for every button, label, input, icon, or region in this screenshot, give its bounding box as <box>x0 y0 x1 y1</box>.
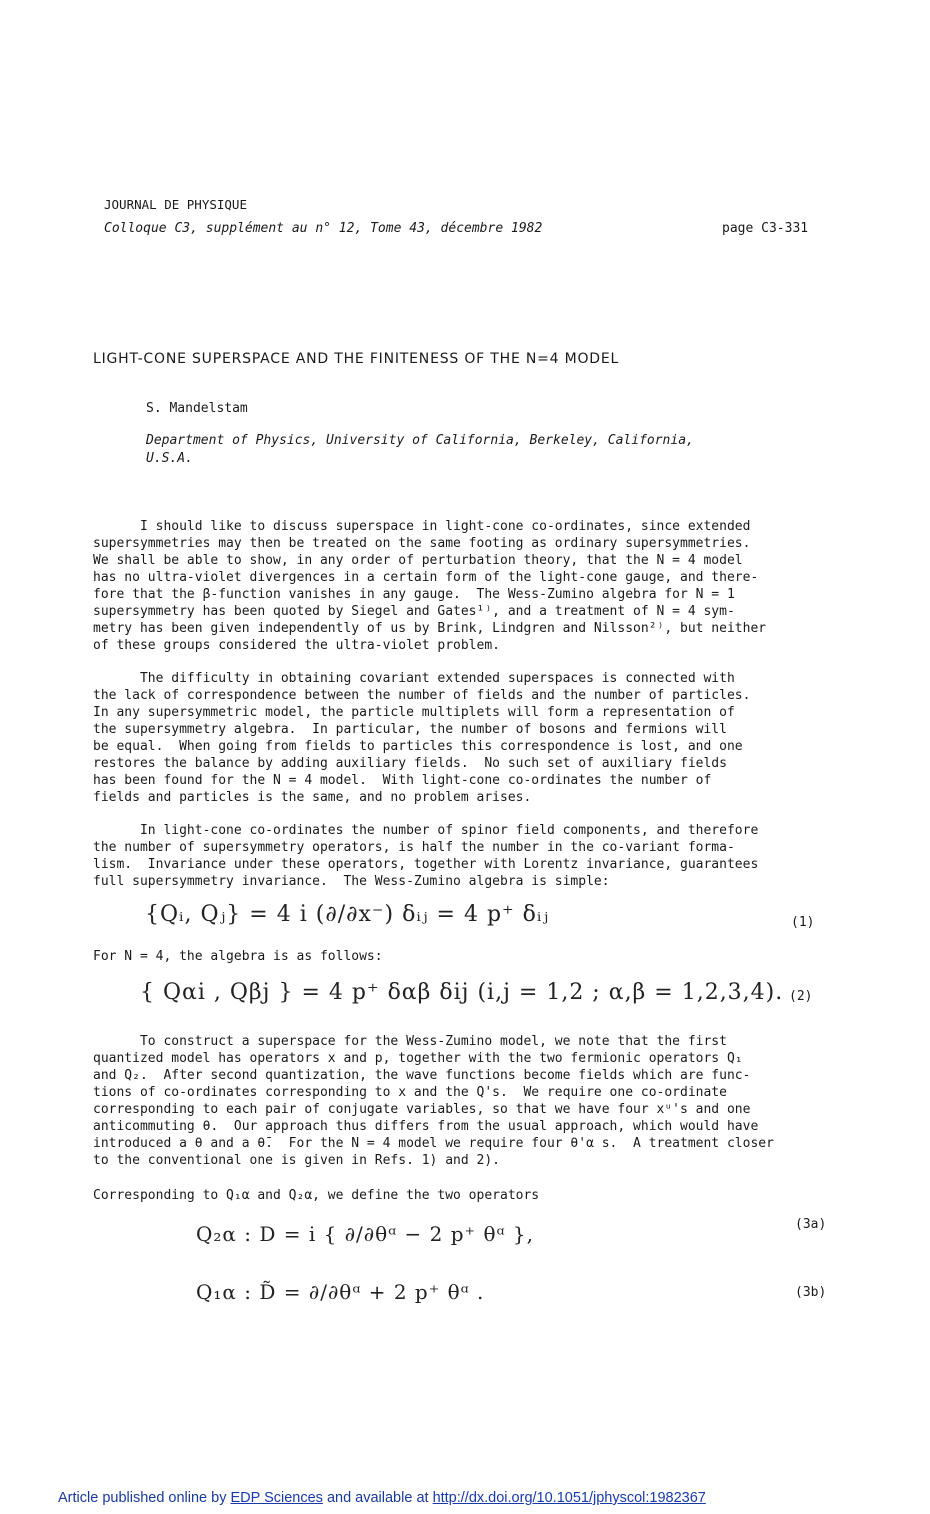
colloque-line: Colloque C3, supplément au n° 12, Tome 43, décembre 1982 <box>104 221 543 236</box>
text-line: full supersymmetry invariance. The Wess-Zumino algebra is simple: <box>93 874 610 889</box>
text-line: In any supersymmetric model, the particle multiplets will form a representation of <box>93 705 735 720</box>
text-line: metry has been given independently of us by Brink, Lindgren and Nilsson²⁾, but neither <box>93 621 767 636</box>
text-line: We shall be able to show, in any order of perturbation theory, that the N = 4 model <box>93 553 743 568</box>
paragraph-intro <box>93 518 853 654</box>
footer-prefix: Article published online by <box>58 1490 227 1506</box>
text-line: supersymmetry has been quoted by Siegel and Gates¹⁾, and a treatment of N = 4 sym- <box>93 604 735 619</box>
affiliation-line-1: Department of Physics, University of California, Berkeley, California, <box>146 433 694 448</box>
text-line: the lack of correspondence between the number of fields and the number of particles. <box>93 688 751 703</box>
equation-3b: Q₁α : D̃ = ∂/∂θᵅ + 2 p⁺ θᵅ . <box>196 1280 485 1304</box>
text-line: has been found for the N = 4 model. With light-cone co-ordinates the number of <box>93 773 712 788</box>
paper-title: LIGHT-CONE SUPERSPACE AND THE FINITENESS OF THE N=4 MODEL <box>93 351 620 367</box>
text-line: fields and particles is the same, and no problem arises. <box>93 790 532 805</box>
text-line: In light-cone co-ordinates the number of spinor field components, and therefore <box>93 823 759 838</box>
equation-2-number: (2) <box>789 989 813 1004</box>
text-line: supersymmetries may then be treated on the same footing as ordinary supersymmetries. <box>93 536 751 551</box>
text-line: corresponding to each pair of conjugate variables, so that we have four xᵘ's and one <box>93 1102 751 1117</box>
text-line: fore that the β-function vanishes in any gauge. The Wess-Zumino algebra for N = 1 <box>93 587 735 602</box>
paragraph-superspace <box>93 1033 853 1169</box>
footer-middle: and available at <box>326 1490 429 1506</box>
paragraph-lightcone <box>93 822 853 890</box>
text-line: I should like to discuss superspace in light-cone co-ordinates, since extended <box>93 519 751 534</box>
journal-name: JOURNAL DE PHYSIQUE <box>104 197 247 212</box>
author-name: S. Mandelstam <box>146 401 248 416</box>
paragraph-operators: Corresponding to Q₁α and Q₂α, we define the two operators <box>93 1188 540 1203</box>
text-line: and Q₂. After second quantization, the wave functions become fields which are func- <box>93 1068 751 1083</box>
text-line: lism. Invariance under these operators, together with Lorentz invariance, guarantees <box>93 857 759 872</box>
equation-3b-number: (3b) <box>795 1285 827 1300</box>
publication-footer <box>58 1490 706 1506</box>
text-line: of these groups considered the ultra-violet problem. <box>93 638 500 653</box>
text-line: to the conventional one is given in Refs. 1) and 2). <box>93 1153 500 1168</box>
text-line: tions of co-ordinates corresponding to x and the Q's. We require one co-ordinate <box>93 1085 727 1100</box>
equation-1-number: (1) <box>791 915 815 930</box>
doi-link[interactable]: http://dx.doi.org/10.1051/jphyscol:1982367 <box>432 1490 706 1506</box>
text-line: To construct a superspace for the Wess-Zumino model, we note that the first <box>93 1034 727 1049</box>
text-line: has no ultra-violet divergences in a certain form of the light-cone gauge, and there- <box>93 570 759 585</box>
equation-2: { Qαi , Qβj } = 4 p⁺ δαβ δij (i,j = 1,2 ; α,β = 1,2,3,4). <box>140 980 784 1005</box>
affiliation-line-2: U.S.A. <box>146 451 193 466</box>
text-line: The difficulty in obtaining covariant extended superspaces is connected with <box>93 671 735 686</box>
text-line: anticommuting θ. Our approach thus differs from the usual approach, which would have <box>93 1119 759 1134</box>
text-line: the supersymmetry algebra. In particular, the number of bosons and fermions will <box>93 722 727 737</box>
equation-intro: For N = 4, the algebra is as follows: <box>93 949 383 964</box>
page-number: page C3-331 <box>722 221 809 236</box>
paragraph-difficulty <box>93 670 853 806</box>
text-line: introduced a θ and a θ̄. For the N = 4 model we require four θ'α s. A treatment closer <box>93 1136 774 1151</box>
text-line: quantized model has operators x and p, together with the two fermionic operators Q₁ <box>93 1051 743 1066</box>
publisher-link[interactable]: EDP Sciences <box>230 1490 323 1506</box>
text-line: the number of supersymmetry operators, is half the number in the co-variant forma- <box>93 840 735 855</box>
text-line: be equal. When going from fields to particles this correspondence is lost, and one <box>93 739 743 754</box>
equation-3a: Q₂α : D = i { ∂/∂θᵅ − 2 p⁺ θᵅ }, <box>196 1222 534 1246</box>
equation-3a-number: (3a) <box>795 1217 827 1232</box>
text-line: restores the balance by adding auxiliary fields. No such set of auxiliary fields <box>93 756 727 771</box>
equation-1: {Qᵢ, Qⱼ} = 4 i (∂/∂x⁻) δᵢⱼ = 4 p⁺ δᵢⱼ <box>145 902 550 927</box>
